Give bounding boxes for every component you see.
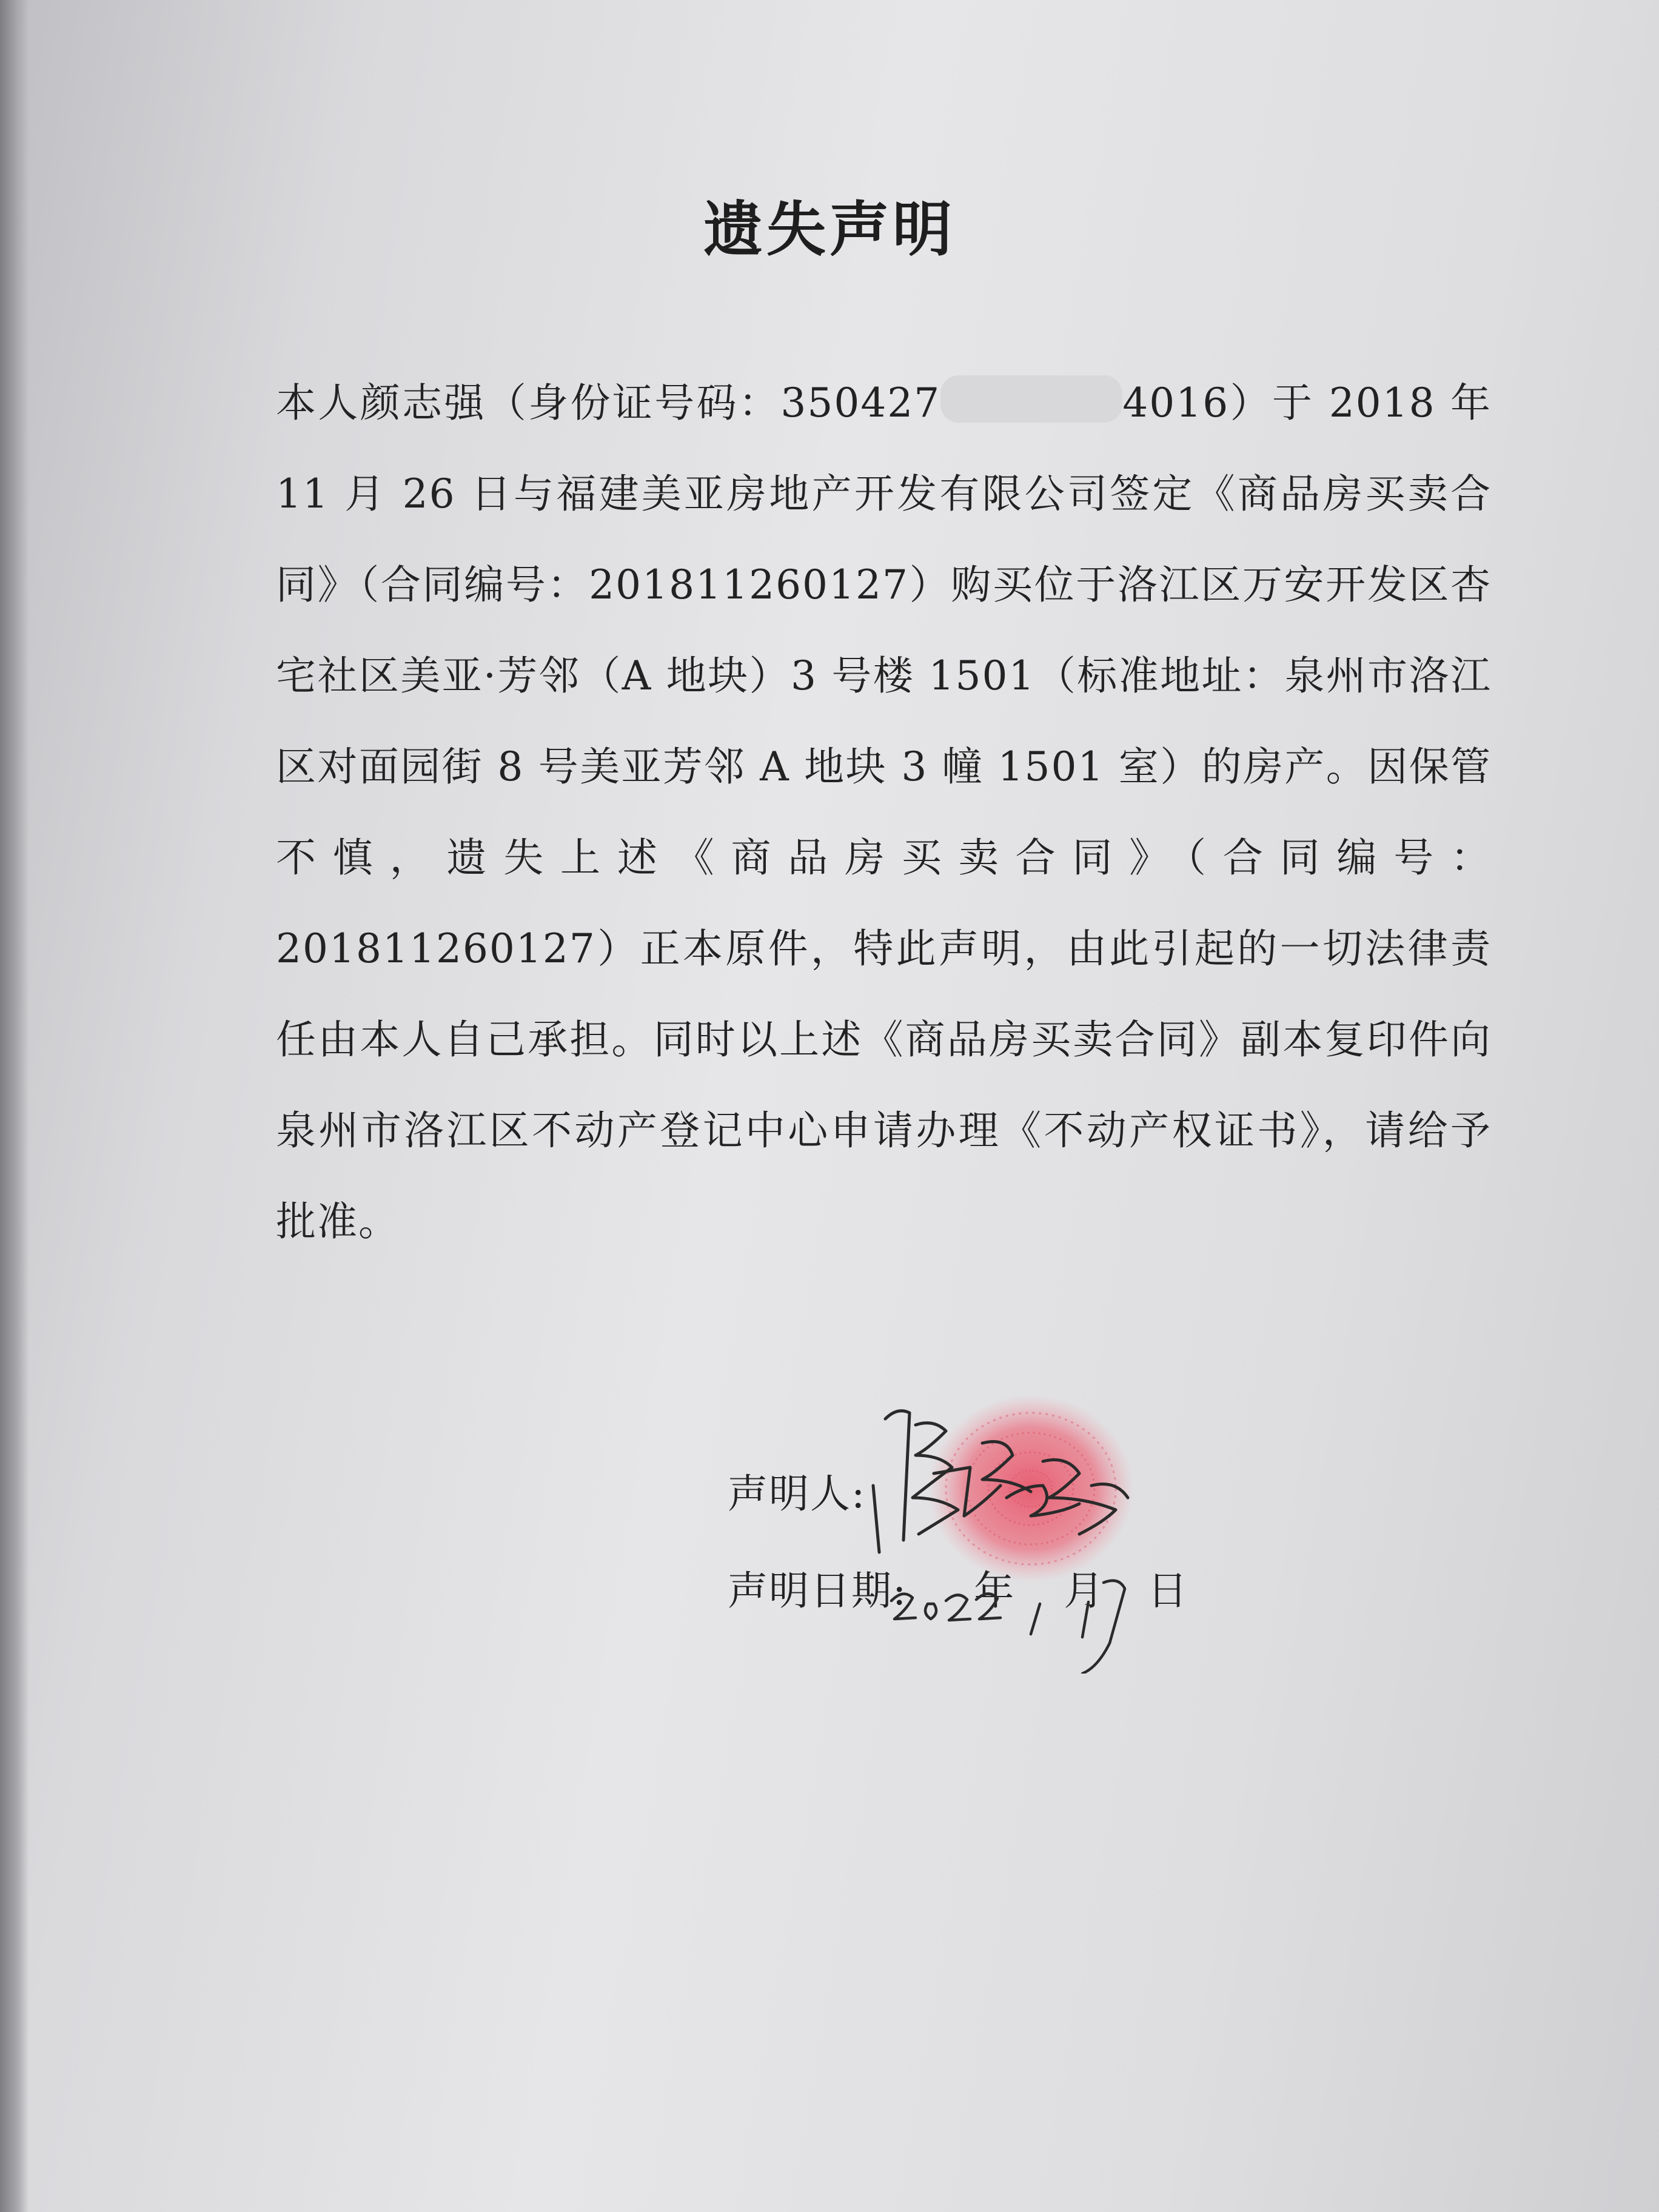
handwritten-date [879,1552,1195,1674]
date-label: 声明日期: [728,1567,908,1614]
redacted-id-number [940,375,1122,423]
body-text-part1: 本人颜志强（身份证号码：350427 [276,380,941,426]
declarant-line [728,1461,866,1519]
declarant-label: 声明人: [728,1470,866,1517]
date-month-suffix: 月 [1064,1567,1105,1614]
handwritten-signature [861,1395,1146,1564]
document-title: 遗失声明 [703,195,956,264]
date-year-suffix: 年 [974,1567,1016,1614]
declaration-body [276,358,1492,1267]
date-day-suffix: 日 [1147,1567,1189,1614]
body-text-part2: 4016）于 2018 年 11 月 26 日与福建美亚房地产开发有限公司签定《商品房买卖合同》（合同编号：201811260127）购买位于洛江区万安开发区杏宅社区美亚·芳邻（A 地块）3 号楼 1501（标准地址：泉州市洛江区对面园街 8 号美亚芳邻 A 地块 3 幢 1501 室）的房产。因保管不慎，遗失上述《商品房买卖合同》（合同编号：201811260127）正本原件，特此声明，由此引起的一切法律责任由本人自己承担。同时以上述《商品房买卖合同》副本复印件向泉州市洛江区不动产登记中心申请办理《不动产权证书》，请给予批准。 [276,380,1492,1245]
page-left-edge-shadow [0,0,29,2212]
